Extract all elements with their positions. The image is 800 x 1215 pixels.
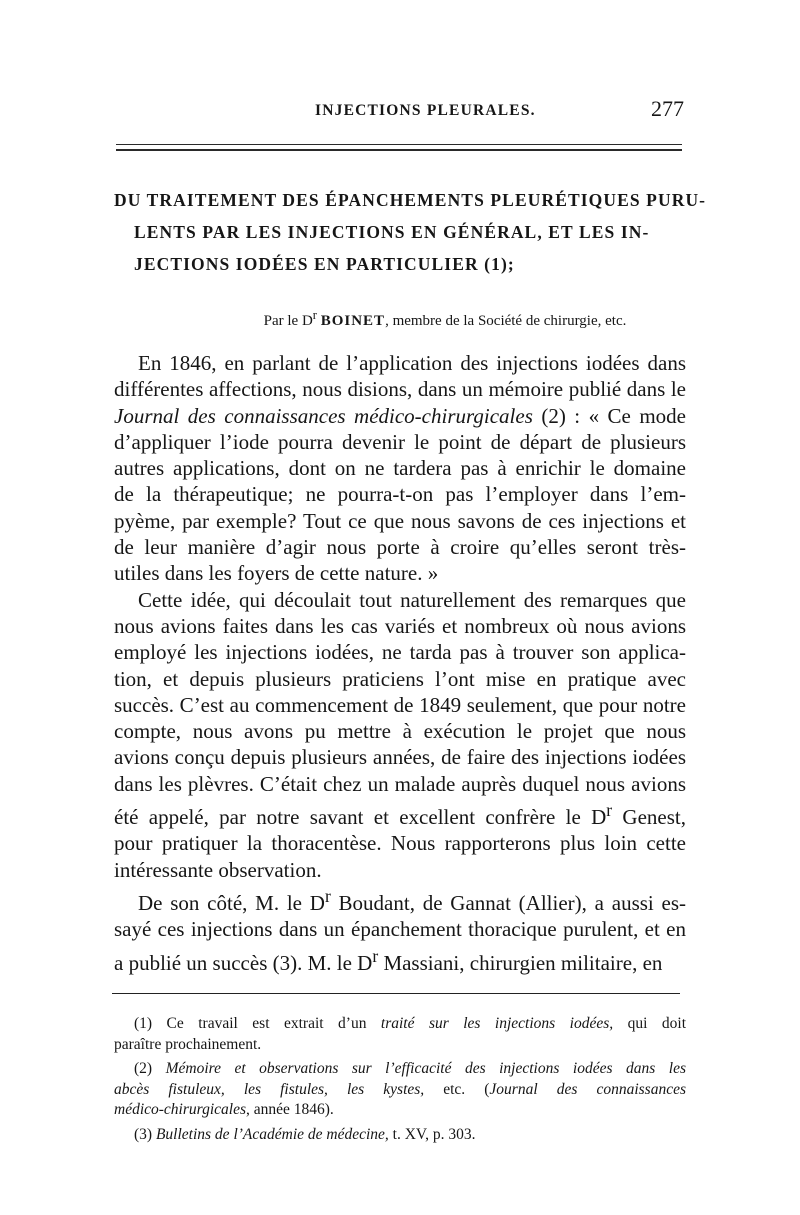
text-line: de la thérapeutique; ne pourra-t-on pas l’employer dans l’em-: [114, 482, 686, 507]
text-segment: etc. (: [424, 1080, 490, 1098]
author-name: BOINET: [320, 313, 386, 329]
byline: [0, 308, 800, 330]
text-segment: De son côté, M. le D: [138, 890, 325, 915]
text-line: [114, 797, 686, 830]
title-line: LENTS PAR LES INJECTIONS EN GÉNÉRAL, ET LES IN-: [134, 222, 650, 242]
text-segment: été appelé, par notre savant et excellent confrère le D: [114, 805, 607, 830]
title-line: DU TRAITEMENT DES ÉPANCHEMENTS PLEURÉTIQUES PURU-: [114, 190, 707, 210]
text-line: différentes affections, nous disions, dans un mémoire publié dans le: [114, 377, 686, 402]
italic-text: traité sur les injections iodées,: [380, 1015, 614, 1032]
superscript: r: [606, 800, 613, 821]
text-line: paraître prochainement.: [114, 1035, 262, 1053]
footnotes: [114, 1014, 686, 1149]
footnote-1: [114, 1014, 686, 1055]
italic-text: Mémoire et observations sur l’efficacité des injections iodées dans les: [165, 1060, 686, 1077]
text-line: intéressante observation.: [114, 857, 322, 882]
superscript: r: [372, 945, 379, 966]
text-segment: (2): [134, 1060, 166, 1077]
text-segment: Boudant, de Gannat (Allier), a aussi es-: [330, 890, 686, 915]
text-line: [114, 1125, 686, 1146]
text-line: avions conçu depuis plusieurs années, de faire des injections iodées: [114, 745, 686, 770]
byline-sup: r: [312, 308, 317, 322]
byline-prefix: Par le D: [263, 313, 313, 329]
text-segment: Massiani, chirurgien militaire, en: [378, 950, 663, 975]
italic-text: abcès fistuleux, les fistules, les kystes,: [114, 1080, 425, 1098]
text-line: autres applications, dont on ne tardera pas à enrichir le domaine: [114, 456, 686, 481]
paragraph: [114, 350, 686, 587]
running-title: INJECTIONS PLEURALES.: [315, 102, 536, 119]
italic-text: Bulletins de l’Académie de médecine,: [155, 1125, 389, 1143]
paragraph: [114, 883, 686, 976]
text-line: [114, 883, 686, 916]
text-line: [114, 1059, 686, 1080]
text-line: nous avions faites dans les cas variés et nombreux où nous avions: [114, 613, 686, 638]
footnote-3: [114, 1125, 686, 1146]
text-line: d’appliquer l’iode pourra devenir le point de départ de plusieurs: [114, 429, 686, 454]
text-line: de leur manière d’agir nous porte à croire qu’elles seront très-: [114, 535, 686, 560]
text-line: [114, 403, 686, 429]
text-segment: (2) : « Ce mode: [532, 403, 686, 428]
text-line: dans les plèvres. C’était chez un malade auprès duquel nous avions: [114, 771, 686, 796]
text-line: tion, et depuis plusieurs praticiens l’ont mise en pratique avec: [114, 666, 686, 691]
text-segment: (3): [134, 1125, 156, 1143]
text-line: utiles dans les foyers de cette nature. »: [114, 561, 439, 586]
superscript: r: [324, 885, 331, 906]
text-segment: , année 1846).: [246, 1101, 334, 1118]
text-segment: (1) Ce travail est extrait d’un: [134, 1015, 381, 1032]
text-line: pyème, par exemple? Tout ce que nous savons de ces injections et: [114, 508, 686, 533]
text-line: [114, 1100, 686, 1121]
title-line: JECTIONS IODÉES EN PARTICULIER (1);: [134, 254, 515, 274]
text-segment: a publié un succès (3). M. le D: [114, 950, 373, 975]
text-segment: qui doit: [613, 1015, 686, 1032]
italic-text: Journal des connaissances: [489, 1080, 686, 1098]
body-text: [114, 350, 686, 976]
paragraph: [114, 587, 686, 883]
page-number: 277: [651, 96, 684, 121]
text-line: succès. C’est au commencement de 1849 seulement, que pour notre: [114, 692, 686, 717]
text-segment: Genest,: [612, 805, 686, 830]
footnote-rule: [112, 993, 680, 994]
text-line: Cette idée, qui découlait tout naturellement des remarques que: [138, 587, 686, 612]
text-line: employé les injections iodées, ne tarda pas à trouver son applica-: [114, 640, 686, 665]
header-rule-thin: [116, 144, 682, 145]
header-rule-thick: [116, 149, 682, 151]
text-line: sayé ces injections dans un épanchement thoracique purulent, et en: [114, 917, 686, 942]
text-line: compte, nous avons pu mettre à exécution le projet que nous: [114, 719, 686, 744]
italic-text: médico-chirurgicales: [114, 1101, 246, 1118]
byline-suffix: , membre de la Société de chirurgie, etc.: [385, 313, 627, 329]
footnote-2: [114, 1059, 686, 1121]
text-segment: t. XV, p. 303.: [388, 1125, 476, 1143]
text-line: pour pratiquer la thoracentèse. Nous rapporterons plus loin cette: [114, 831, 686, 856]
text-line: [114, 943, 686, 976]
italic-text: Journal des connaissances médico-chirurgicales: [114, 403, 533, 428]
running-header: [110, 96, 690, 126]
article-title: [114, 184, 707, 280]
text-line: En 1846, en parlant de l’application des injections iodées dans: [138, 351, 686, 375]
text-line: [114, 1080, 686, 1101]
text-line: [114, 1014, 686, 1035]
